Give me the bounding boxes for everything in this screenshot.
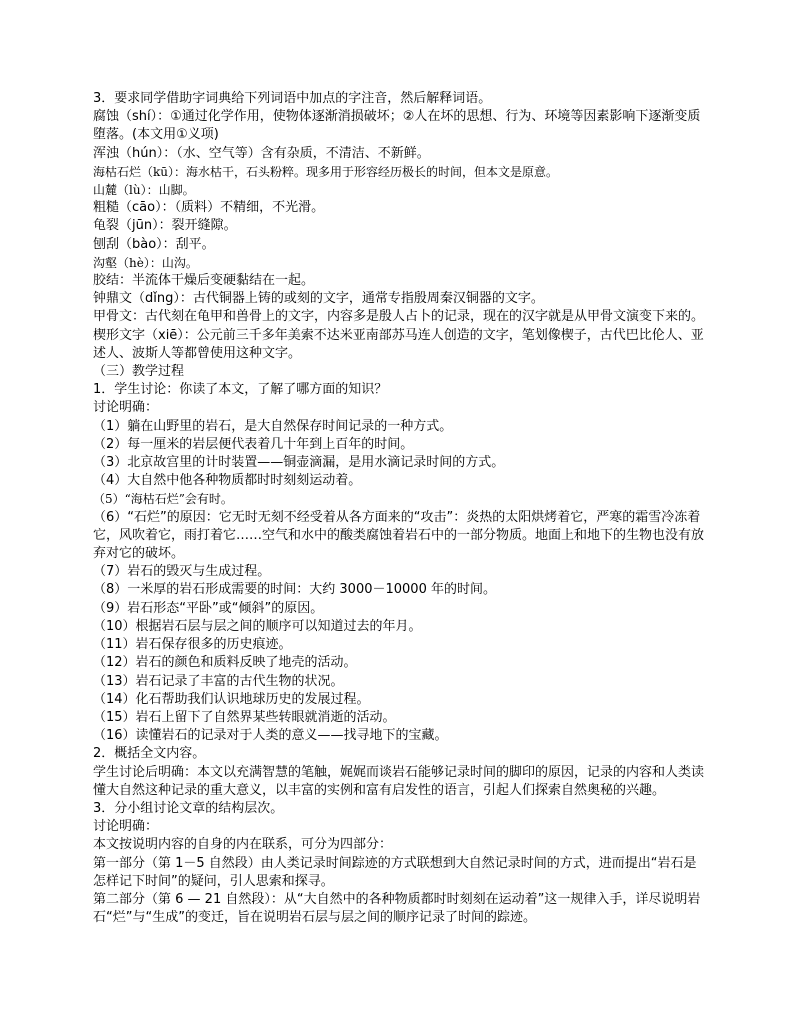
point-16: （16）读懂岩石的记录对于人类的意义——找寻地下的宝藏。 [93,728,448,744]
point-2: （2）每一厘米的岩层便代表着几十年到上百年的时间。 [93,436,414,452]
point-15: （15）岩石上留下了自然界某些转眼就消逝的活动。 [93,709,396,725]
point-14: （14）化石帮助我们认识地球历史的发展过程。 [93,691,370,707]
summary-text: 学生讨论后明确：本文以充满智慧的笔触，娓娓而谈岩石能够记录时间的脚印的原因，记录的内容和人类读懂大自然这种记录的重大意义，以丰富的实例和富有启发性的语言，引起人们探索自然奥秘的兴趣。 [93,764,705,798]
discussion-label: 讨论明确： [93,400,159,416]
point-8: （8）一米厚的岩石形成需要的时间：大约 3000－10000 年的时间。 [93,582,496,598]
vocab-junlie: 龟裂（jūn）：裂开缝隙。 [93,218,237,234]
point-13: （13）岩石记录了丰富的古代生物的状况。 [93,673,344,689]
vocab-haikushilan: 海枯石烂（kū）：海水枯干，石头粉粹。现多用于形容经历极长的时间，但本文是原意。 [93,164,559,179]
vocab-cucao: 粗糙（cāo）：（质料）不精细，不光滑。 [93,200,325,216]
part-2: 第二部分（第 6 — 21 自然段）：从“大自然中的各种物质都时时刻刻在运动着”这一规律入手，详尽说明岩石“烂”与“生成”的变迁，旨在说明岩石层与层之间的顺序记录了时间的踪迹。 [93,891,701,926]
point-9: （9）岩石形态“平卧”或“倾斜”的原因。 [93,600,324,616]
point-5: （5）“海枯石烂”会有时。 [93,492,233,507]
part-1: 第一部分（第 1－5 自然段）由人类记录时间踪迹的方式联想到大自然记录时间的方式，进而提出“岩石是怎样记下时间”的疑问，引人思索和探寻。 [93,855,697,889]
discussion-question-1: 1．学生讨论：你读了本文，了解了哪方面的知识？ [93,382,388,398]
document-body [93,90,707,927]
structure-intro: 本文按说明内容的自身的内在联系，可分为四部分： [93,837,393,853]
vocab-gouhe: 沟壑（hè）：山沟。 [93,255,198,270]
vocab-hunzhuo: 浑浊（hún）：（水、空气等）含有杂质，不清洁、不新鲜。 [93,145,430,161]
vocab-shanlu: 山麓（lù）：山脚。 [93,183,195,198]
point-7: （7）岩石的毁灭与生成过程。 [93,564,271,580]
structure-heading: 3．分小组讨论文章的结构层次。 [93,800,284,816]
vocab-baogua: 刨刮（bào）：刮平。 [93,236,215,252]
summary-heading: 2．概括全文内容。 [93,746,206,762]
point-3: （3）北京故宫里的计时装置——铜壶滴漏，是用水滴记录时间的方式。 [93,455,505,471]
vocab-xiexingwenzi: 楔形文字（xiē）：公元前三千多年美索不达米亚南部苏马连人创造的文字，笔划像楔子，古代巴比伦人、亚述人、波斯人等都曾使用这种文字。 [93,327,704,361]
vocab-fushi: 腐蚀（shí）：①通过化学作用，使物体逐渐消损破坏；②人在坏的思想、行为、环境等因素影响下逐渐变质堕落。(本文用①义项) [93,109,701,143]
vocab-jiaguwen: 甲骨文：古代刻在龟甲和兽骨上的文字，内容多是殷人占卜的记录，现在的汉字就是从甲骨文演变下来的。 [93,309,705,325]
point-4: （4）大自然中他各种物质都时时刻刻运动着。 [93,473,362,489]
point-10: （10）根据岩石层与层之间的顺序可以知道过去的年月。 [93,618,422,634]
discussion-label-2: 讨论明确： [93,819,159,835]
vocab-zhongdingwen: 钟鼎文（dǐng）：古代铜器上铸的或刻的文字，通常专指殷周秦汉铜器的文字。 [93,291,544,307]
point-12: （12）岩石的颜色和质料反映了地壳的活动。 [93,655,357,671]
instruction-line: 3．要求同学借助字词典给下列词语中加点的字注音，然后解释词语。 [93,91,492,106]
section-heading: （三）教学过程 [93,364,185,380]
point-11: （11）岩石保存很多的历史痕迹。 [93,637,292,653]
point-1: （1）躺在山野里的岩石，是大自然保存时间记录的一种方式。 [93,418,453,434]
point-6: （6）“石烂”的原因：它无时无刻不经受着从各方面来的“攻击”：炎热的太阳烘烤着它，严寒的霜雪冷冻着它，风吹着它，雨打着它……空气和水中的酸类腐蚀着岩石中的一部分物质。地面上和地下的生物也没有放弃对它的破坏。 [93,509,705,562]
vocab-jiaojie: 胶结：半流体干燥后变硬黏结在一起。 [93,273,315,289]
